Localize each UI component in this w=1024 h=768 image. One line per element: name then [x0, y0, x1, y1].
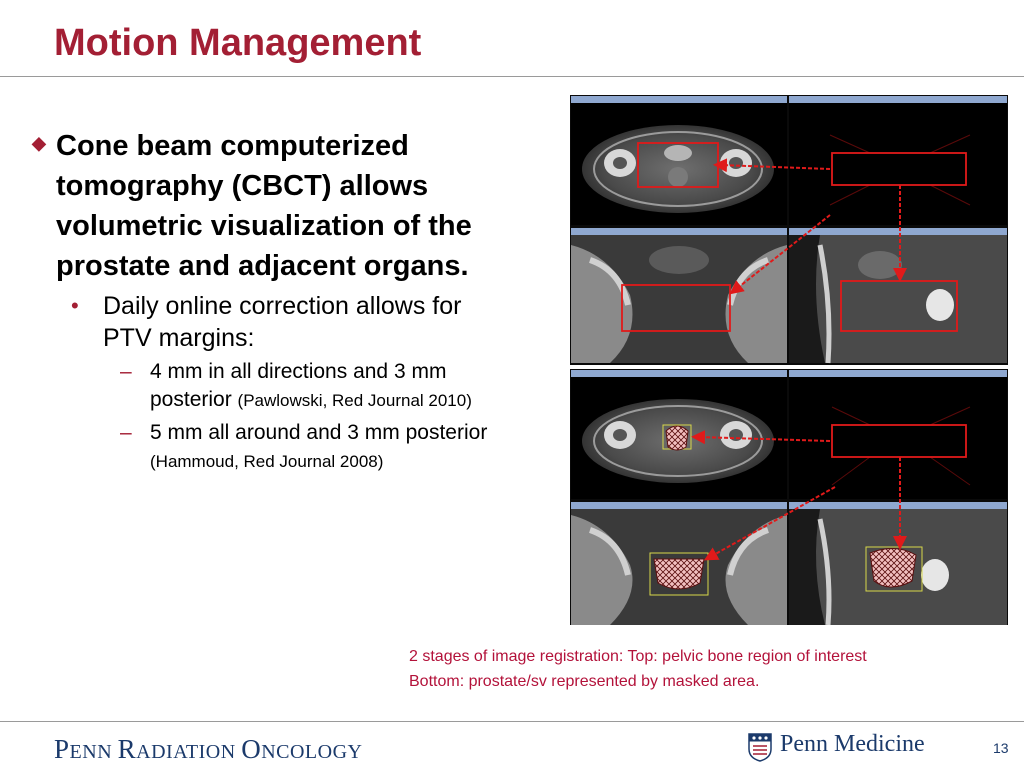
title-divider: [0, 76, 1024, 77]
slide-title: Motion Management: [54, 22, 422, 64]
panel-sagittal-bottom: [789, 502, 1007, 625]
sub-item-2: [120, 419, 500, 476]
sub-item-1-ref: (Pawlowski, Red Journal 2010): [237, 391, 472, 410]
panel-volume-bottom: [789, 370, 1007, 499]
panel-coronal-bottom: [571, 502, 787, 625]
dash-bullet-icon: –: [120, 421, 132, 444]
penn-shield-icon: [748, 733, 772, 762]
dash-bullet-icon: –: [120, 360, 132, 383]
sub-item-1: [120, 358, 500, 415]
diamond-bullet-icon: ◆: [32, 133, 46, 153]
sub-bullet-text: Daily online correction allows for PTV margins:: [103, 292, 462, 352]
penn-medicine-logo: Penn Medicine: [780, 731, 925, 757]
sub-item-2-text: 5 mm all around and 3 mm posterior: [150, 421, 488, 444]
dot-bullet-icon: •: [71, 293, 79, 318]
main-bullet-text: Cone beam computerized tomography (CBCT) allows volumetric visualization of the prostate and adjacent organs.: [56, 130, 472, 282]
caption-line-1: 2 stages of image registration: Top: pelvic bone region of interest: [409, 648, 867, 665]
slide-body: [30, 126, 500, 476]
panel-axial-top: [571, 96, 787, 225]
main-bullet: [30, 126, 500, 286]
sub-item-2-ref: (Hammoud, Red Journal 2008): [150, 452, 384, 471]
penn-radiation-oncology-logo: PENN RADIATION ONCOLOGY: [54, 734, 363, 764]
cbct-registration-figure: [570, 95, 1008, 625]
panel-coronal-top: [571, 228, 787, 363]
figure-caption: [409, 644, 1009, 694]
sub-bullet: [71, 290, 500, 354]
panel-volume-top: [789, 96, 1007, 225]
footer-divider: [0, 721, 1024, 722]
page-number: 13: [993, 740, 1009, 756]
caption-line-2: Bottom: prostate/sv represented by masked area.: [409, 673, 760, 690]
panel-sagittal-top: [789, 228, 1007, 363]
panel-axial-bottom: [571, 370, 787, 499]
sub-item-1-text: 4 mm in all directions and 3 mm posterior: [150, 360, 447, 411]
